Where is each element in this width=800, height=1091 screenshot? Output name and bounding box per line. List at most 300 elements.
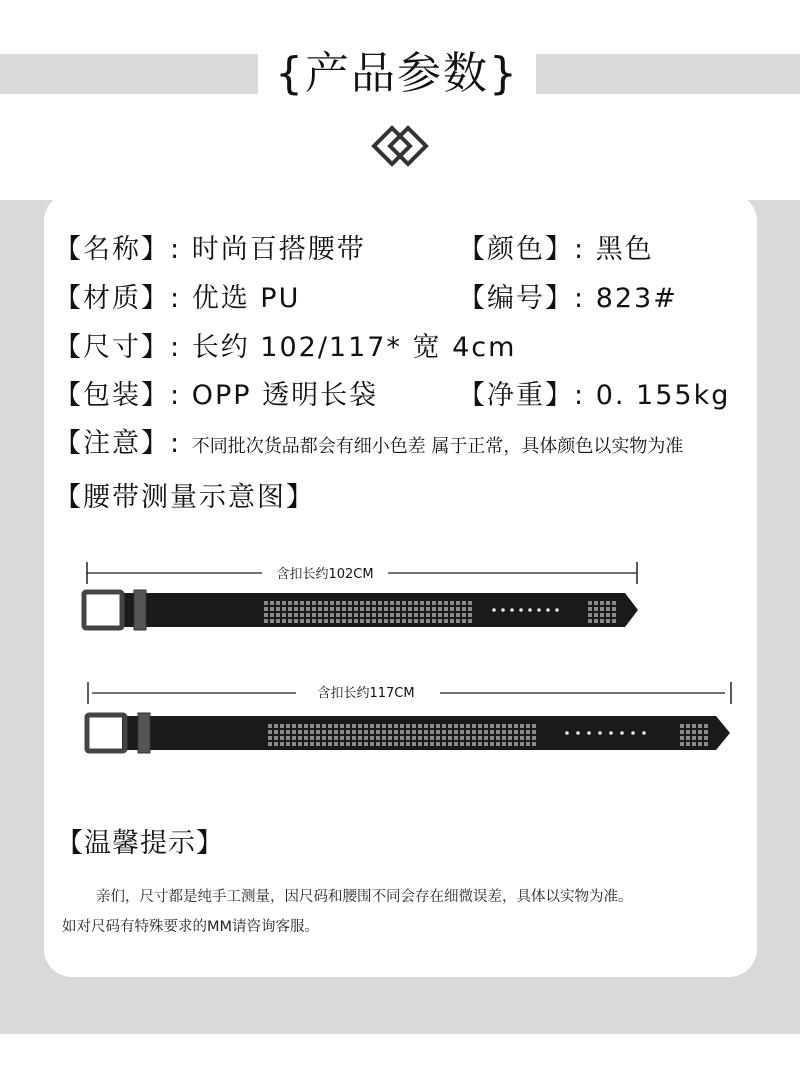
belt2-perforation	[514, 724, 518, 728]
belt1-perforation	[276, 613, 280, 617]
belt1-perforation	[408, 619, 412, 623]
header-band-left	[0, 54, 258, 94]
belt2-perforation	[304, 730, 308, 734]
belt2-perforation	[304, 724, 308, 728]
belt2-perforation	[406, 724, 410, 728]
belt1-perforation	[360, 601, 364, 605]
belt1-perforation	[378, 619, 382, 623]
belt2-perforation	[514, 730, 518, 734]
belt1-perforation	[396, 619, 400, 623]
belt1-perforation	[300, 619, 304, 623]
param-weight	[458, 378, 730, 414]
belt2-buckle-bar	[138, 713, 150, 753]
belt1-perforation	[600, 601, 604, 605]
belt1-perforation	[348, 601, 352, 605]
belt1-perforation	[588, 613, 592, 617]
belt2-perforation	[698, 742, 702, 746]
belt2-perforation	[698, 724, 702, 728]
belt2-perforation	[352, 736, 356, 740]
belt1-perforation	[330, 613, 334, 617]
param-code	[458, 281, 678, 317]
belt2-perforation	[448, 742, 452, 746]
belt2-perforation	[388, 724, 392, 728]
belt1-perforation	[432, 601, 436, 605]
belt1-perforation	[612, 613, 616, 617]
belt1-perforation	[360, 619, 364, 623]
belt1-perforation	[450, 601, 454, 605]
belt2-perforation	[442, 736, 446, 740]
belt2-perforation	[388, 742, 392, 746]
belt1-perforation	[354, 613, 358, 617]
belt1-perforation	[444, 613, 448, 617]
belt2-perforation	[328, 742, 332, 746]
belt1-perforation	[264, 601, 268, 605]
belt2-perforation	[478, 724, 482, 728]
belt1-perforation	[426, 613, 430, 617]
belt1-perforation	[600, 613, 604, 617]
belt1-perforation	[420, 607, 424, 611]
belt2-hole	[598, 731, 602, 735]
belt2-perforation	[680, 730, 684, 734]
belt1-perforation	[366, 613, 370, 617]
belt1-perforation	[462, 613, 466, 617]
belt2-perforation	[490, 724, 494, 728]
belt1-perforation	[588, 607, 592, 611]
belt2-perforation	[358, 742, 362, 746]
belt1-perforation	[468, 601, 472, 605]
belt2-perforation	[304, 736, 308, 740]
belt1-perforation	[300, 613, 304, 617]
belt2-perforation	[478, 736, 482, 740]
belt2-perforation	[304, 742, 308, 746]
belt2-perforation	[364, 742, 368, 746]
belt1-perforation	[408, 613, 412, 617]
belt2-perforation	[382, 742, 386, 746]
belt1-perforation	[462, 619, 466, 623]
belt2-perforation	[364, 730, 368, 734]
belt1-perforation	[324, 601, 328, 605]
belt2-perforation	[292, 724, 296, 728]
belt2-perforation	[496, 730, 500, 734]
belt1-perforation	[276, 601, 280, 605]
belt2-perforation	[310, 742, 314, 746]
belt2-perforation	[704, 730, 708, 734]
belt2-perforation	[490, 736, 494, 740]
belt2-perforation	[484, 736, 488, 740]
belt2-perforation	[322, 724, 326, 728]
belt2-perforation	[466, 742, 470, 746]
belt2-perforation	[484, 724, 488, 728]
belt1-perforation	[426, 619, 430, 623]
param-color	[458, 232, 654, 268]
belt2-perforation	[508, 736, 512, 740]
belt1-perforation	[336, 607, 340, 611]
belt1-perforation	[612, 619, 616, 623]
belt1-hole	[519, 608, 523, 612]
belt2-perforation	[698, 736, 702, 740]
belt2-perforation	[364, 736, 368, 740]
belt1-perforation	[306, 607, 310, 611]
belt2-perforation	[704, 742, 708, 746]
belt2-perforation	[346, 742, 350, 746]
belt2-perforation	[532, 742, 536, 746]
belt1-perforation	[342, 607, 346, 611]
belt1-perforation	[606, 601, 610, 605]
belt2-perforation	[286, 742, 290, 746]
belt2-perforation	[478, 742, 482, 746]
belt2-perforation	[298, 730, 302, 734]
belt2-perforation	[508, 724, 512, 728]
belt2-perforation	[268, 736, 272, 740]
belt1-perforation	[390, 607, 394, 611]
belt1-perforation	[354, 607, 358, 611]
belt1-perforation	[456, 613, 460, 617]
belt2-perforation	[430, 742, 434, 746]
belt2-perforation	[454, 736, 458, 740]
measure-title: 【腰带测量示意图】	[54, 482, 315, 513]
belt2-perforation	[400, 724, 404, 728]
belt2-perforation	[526, 736, 530, 740]
belt1-perforation	[606, 613, 610, 617]
tips-line-2: 如对尺码有特殊要求的MM请咨询客服。	[62, 919, 320, 935]
belt1-perforation	[426, 601, 430, 605]
belt1-perforation	[402, 619, 406, 623]
belt2-perforation	[280, 730, 284, 734]
belt2-perforation	[704, 736, 708, 740]
belt2-perforation	[376, 742, 380, 746]
belt2-length-label: 含扣长约117CM	[317, 686, 415, 701]
belt2-perforation	[418, 742, 422, 746]
belt1-perforation	[264, 613, 268, 617]
page-title: {产品参数}	[275, 48, 519, 99]
belt1-perforation	[414, 613, 418, 617]
belt2-perforation	[310, 736, 314, 740]
belt2-perforation	[514, 742, 518, 746]
belt2-perforation	[292, 736, 296, 740]
belt2-perforation	[346, 724, 350, 728]
belt2-perforation	[346, 730, 350, 734]
belt2-perforation	[532, 724, 536, 728]
belt2-perforation	[316, 742, 320, 746]
belt2-perforation	[680, 736, 684, 740]
belt1-perforation	[402, 607, 406, 611]
param-package-key: 【包装】:	[54, 380, 182, 411]
belt1-perforation	[282, 601, 286, 605]
belt1-perforation	[432, 613, 436, 617]
belt2-perforation	[448, 724, 452, 728]
belt1-perforation	[426, 607, 430, 611]
belt1-perforation	[438, 613, 442, 617]
belt1-perforation	[336, 601, 340, 605]
param-name-value: 时尚百搭腰带	[191, 234, 366, 265]
belt2-perforation	[352, 724, 356, 728]
belt2-perforation	[316, 724, 320, 728]
belt1-perforation	[468, 613, 472, 617]
belt2-perforation	[418, 736, 422, 740]
belt1-perforation	[282, 607, 286, 611]
belt1-perforation	[270, 607, 274, 611]
belt2-perforation	[400, 736, 404, 740]
belt2-buckle-frame	[87, 715, 125, 751]
belt2-perforation	[490, 742, 494, 746]
belt1-perforation	[420, 613, 424, 617]
belt2-perforation	[454, 742, 458, 746]
belt2-perforation	[466, 736, 470, 740]
belt1-perforation	[264, 619, 268, 623]
belt1-perforation	[456, 601, 460, 605]
belt2-perforation	[442, 724, 446, 728]
param-code-value: 823#	[595, 283, 678, 314]
belt1-perforation	[468, 607, 472, 611]
belt2-perforation	[424, 736, 428, 740]
belt1-perforation	[348, 607, 352, 611]
belt2-hole	[620, 731, 624, 735]
belt2-perforation	[436, 724, 440, 728]
belt1-perforation	[288, 601, 292, 605]
belt2-perforation	[472, 742, 476, 746]
belt1-hole	[546, 608, 550, 612]
belt1-perforation	[276, 607, 280, 611]
belt1-perforation	[588, 619, 592, 623]
belt2-perforation	[268, 724, 272, 728]
belt2-perforation	[370, 724, 374, 728]
belt1-perforation	[306, 613, 310, 617]
belt1-perforation	[456, 619, 460, 623]
belt2-perforation	[406, 730, 410, 734]
belt1-perforation	[450, 619, 454, 623]
belt1-perforation	[342, 613, 346, 617]
belt2-hole	[631, 731, 635, 735]
belt1-perforation	[282, 613, 286, 617]
belt2-perforation	[460, 742, 464, 746]
belt2-perforation	[322, 730, 326, 734]
belt1-perforation	[408, 607, 412, 611]
belt2-perforation	[692, 730, 696, 734]
belt1-perforation	[438, 601, 442, 605]
belt1-perforation	[324, 607, 328, 611]
belt2-perforation	[370, 730, 374, 734]
belt1-perforation	[396, 607, 400, 611]
belt1-hole	[492, 608, 496, 612]
belt2-hole	[642, 731, 646, 735]
belt1-perforation	[300, 601, 304, 605]
belt1-perforation	[384, 613, 388, 617]
belt2-perforation	[382, 730, 386, 734]
belt2-perforation	[514, 736, 518, 740]
belt1-perforation	[606, 619, 610, 623]
belt2-perforation	[532, 730, 536, 734]
belt2-perforation	[382, 736, 386, 740]
header-band-right	[536, 54, 800, 94]
belt1-perforation	[294, 613, 298, 617]
belt2-perforation	[298, 724, 302, 728]
belt2-perforation	[692, 736, 696, 740]
belt2-perforation	[502, 742, 506, 746]
belt1-perforation	[456, 607, 460, 611]
belt1-perforation	[438, 619, 442, 623]
belt1-perforation	[444, 607, 448, 611]
belt1-perforation	[444, 601, 448, 605]
belt2-perforation	[412, 736, 416, 740]
param-note-key: 【注意】:	[54, 428, 182, 459]
belt1-perforation	[396, 601, 400, 605]
belt1-perforation	[594, 607, 598, 611]
belt2-perforation	[406, 742, 410, 746]
belt2-perforation	[418, 730, 422, 734]
belt1-perforation	[270, 601, 274, 605]
belt1-perforation	[312, 601, 316, 605]
belt2-perforation	[680, 724, 684, 728]
belt2-perforation	[686, 736, 690, 740]
belt2-perforation	[520, 736, 524, 740]
belt1-perforation	[594, 613, 598, 617]
belt1-perforation	[294, 619, 298, 623]
belt1-perforation	[450, 613, 454, 617]
belt2-perforation	[334, 742, 338, 746]
belt1-perforation	[312, 607, 316, 611]
belt2-perforation	[394, 736, 398, 740]
belt2-perforation	[490, 730, 494, 734]
belt2-perforation	[436, 736, 440, 740]
belt2-perforation	[424, 724, 428, 728]
belt1-perforation	[330, 619, 334, 623]
belt1-perforation	[600, 619, 604, 623]
belt1-perforation	[348, 613, 352, 617]
belt2-hole	[565, 731, 569, 735]
belt1-perforation	[336, 619, 340, 623]
param-weight-key: 【净重】:	[458, 380, 586, 411]
belt2-perforation	[268, 730, 272, 734]
belt1-perforation	[318, 607, 322, 611]
belt2-perforation	[686, 730, 690, 734]
belt1-perforation	[468, 619, 472, 623]
belt2-perforation	[502, 730, 506, 734]
belt2-perforation	[322, 742, 326, 746]
belt2-perforation	[328, 736, 332, 740]
belt2-hole	[576, 731, 580, 735]
belt1-perforation	[366, 601, 370, 605]
belt1-perforation	[420, 601, 424, 605]
belt1-hole	[501, 608, 505, 612]
param-weight-value: 0. 155kg	[595, 380, 731, 411]
belt2-perforation	[382, 724, 386, 728]
belt1-perforation	[288, 619, 292, 623]
belt2-perforation	[448, 736, 452, 740]
belt1-perforation	[594, 601, 598, 605]
belt2-hole	[609, 731, 613, 735]
belt2-perforation	[268, 742, 272, 746]
belt1-perforation	[588, 601, 592, 605]
belt1-length-label: 含扣长约102CM	[276, 567, 374, 582]
param-note-value: 不同批次货品都会有细小色差 属于正常，具体颜色以实物为准	[191, 436, 684, 457]
param-name-key: 【名称】:	[54, 234, 182, 265]
belt2-perforation	[460, 730, 464, 734]
belt2-perforation	[496, 736, 500, 740]
belt2-perforation	[394, 724, 398, 728]
belt1-perforation	[390, 613, 394, 617]
belt2-hole	[587, 731, 591, 735]
belt2-perforation	[352, 742, 356, 746]
belt1-perforation	[444, 619, 448, 623]
belt2-perforation	[328, 730, 332, 734]
belt2-perforation	[388, 736, 392, 740]
belt1-perforation	[318, 613, 322, 617]
belt2-perforation	[442, 730, 446, 734]
belt2-perforation	[346, 736, 350, 740]
diamond-logo-icon	[370, 124, 430, 168]
param-code-key: 【编号】:	[458, 283, 586, 314]
belt1-perforation	[390, 601, 394, 605]
belt1-perforation	[282, 619, 286, 623]
belt2-perforation	[280, 736, 284, 740]
param-material-key: 【材质】:	[54, 283, 182, 314]
belt2-perforation	[442, 742, 446, 746]
belt2-perforation	[274, 730, 278, 734]
belt1-perforation	[402, 613, 406, 617]
belt2-perforation	[376, 730, 380, 734]
belt2-perforation	[526, 724, 530, 728]
belt1-perforation	[330, 601, 334, 605]
belt2-perforation	[454, 724, 458, 728]
belt2-perforation	[502, 724, 506, 728]
belt1-perforation	[462, 607, 466, 611]
belt1-hole	[537, 608, 541, 612]
belt1-perforation	[366, 619, 370, 623]
belt2-perforation	[322, 736, 326, 740]
belt1-perforation	[336, 613, 340, 617]
belt2-perforation	[424, 730, 428, 734]
belt2-perforation	[686, 724, 690, 728]
belt2-perforation	[484, 742, 488, 746]
belt1-perforation	[360, 613, 364, 617]
belt2-perforation	[698, 730, 702, 734]
belt1-perforation	[306, 601, 310, 605]
belt2-perforation	[484, 730, 488, 734]
belt2-perforation	[472, 724, 476, 728]
belt1-perforation	[396, 613, 400, 617]
belt1-perforation	[384, 601, 388, 605]
belt2-perforation	[692, 724, 696, 728]
belt2-perforation	[520, 730, 524, 734]
belt2-perforation	[280, 724, 284, 728]
belt2-perforation	[340, 724, 344, 728]
belt2-perforation	[334, 730, 338, 734]
belt1-perforation	[594, 619, 598, 623]
belt1-perforation	[390, 619, 394, 623]
belt2-perforation	[496, 742, 500, 746]
param-color-value: 黑色	[595, 234, 654, 265]
belt1-perforation	[354, 619, 358, 623]
belt2-perforation	[274, 742, 278, 746]
belt1-perforation	[294, 601, 298, 605]
belt2-perforation	[310, 730, 314, 734]
belt2-perforation	[412, 742, 416, 746]
belt2-perforation	[286, 730, 290, 734]
belt1-perforation	[378, 607, 382, 611]
belt2-perforation	[280, 742, 284, 746]
belt1-perforation	[378, 601, 382, 605]
belt1-perforation	[462, 601, 466, 605]
belt2-perforation	[274, 724, 278, 728]
belt1-perforation	[270, 613, 274, 617]
belt2-perforation	[436, 730, 440, 734]
belt1-perforation	[606, 607, 610, 611]
belt1-perforation	[600, 607, 604, 611]
belt1-hole	[510, 608, 514, 612]
belt2-perforation	[400, 742, 404, 746]
tips-line-1: 亲们，尺寸都是纯手工测量，因尺码和腰围不同会存在细微误差，具体以实物为准。	[96, 889, 633, 905]
belt1-hole	[528, 608, 532, 612]
